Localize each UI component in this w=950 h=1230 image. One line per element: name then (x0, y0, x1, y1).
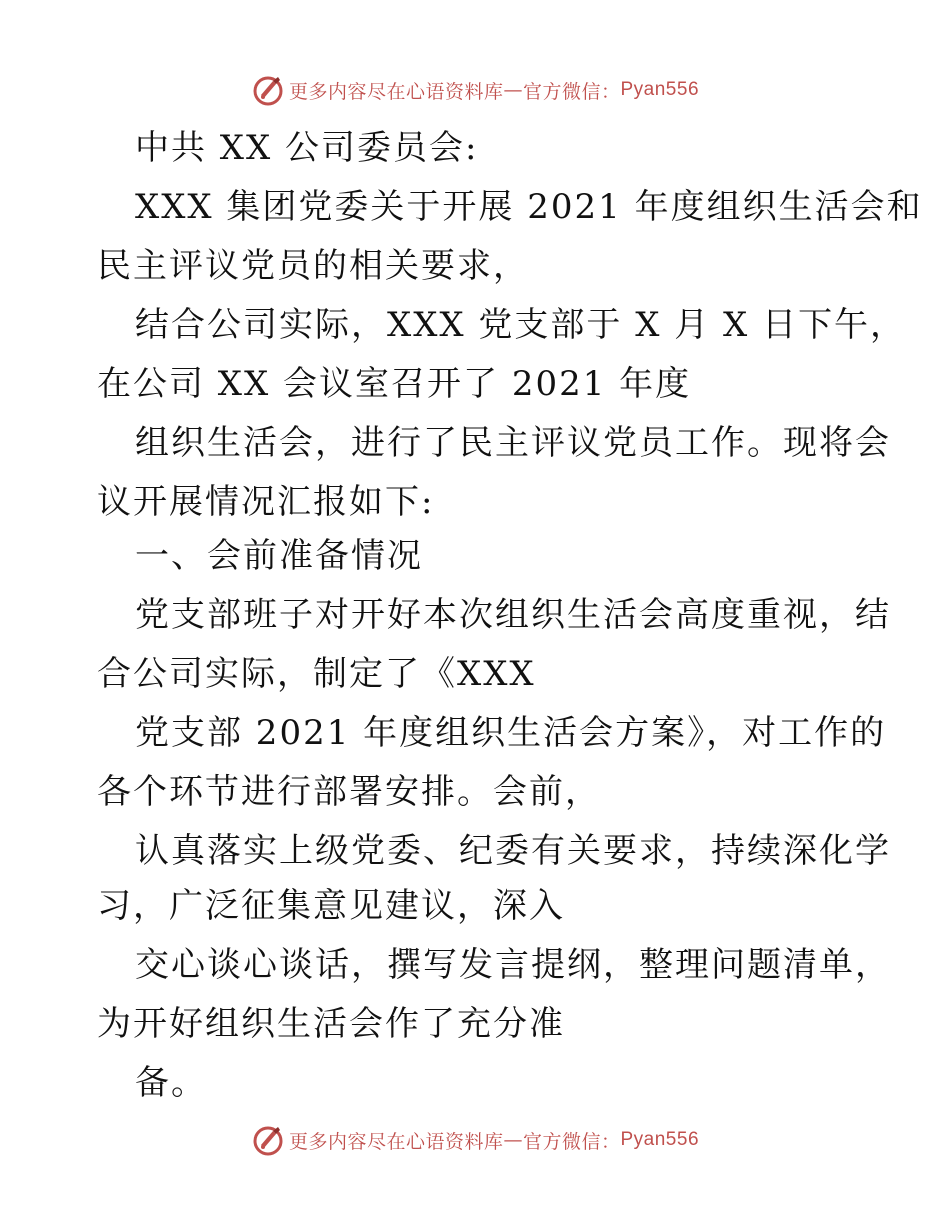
watermark-handle: Pyan556 (620, 79, 700, 100)
body-line: 备。 (135, 1063, 207, 1103)
body-line: 在公司 XX 会议室召开了 2021 年度 (97, 364, 692, 404)
body-line: 议开展情况汇报如下: (97, 482, 435, 522)
watermark-label: 官方微信： (522, 1130, 621, 1153)
brand-logo-icon (251, 1123, 285, 1157)
body-line: 民主评议党员的相关要求， (97, 246, 529, 286)
body-line: 党支部 2021 年度组织生活会方案》，对工作的 (135, 713, 887, 753)
watermark-banner-bottom (0, 1120, 950, 1160)
body-line: 中共 XX 公司委员会: (135, 128, 479, 168)
watermark-label: 官方微信： (522, 80, 621, 103)
body-line: XXX 集团党委关于开展 2021 年度组织生活会和 (135, 187, 923, 227)
body-line: 交心谈心谈话，撰写发言提纲，整理问题清单， (135, 945, 891, 985)
body-line: 认真落实上级党委、纪委有关要求，持续深化学 (135, 831, 891, 871)
body-line: 组织生活会，进行了民主评议党员工作。现将会 (135, 423, 891, 463)
watermark-banner-top (0, 70, 950, 110)
body-line: 结合公司实际，XXX 党支部于 X 月 X 日下午， (135, 305, 907, 345)
brand-logo-icon (251, 73, 285, 107)
watermark-text: 更多内容尽在心语资料库 (288, 1130, 504, 1153)
watermark-separator: — (503, 1129, 523, 1151)
section-heading: 一、会前准备情况 (135, 536, 423, 576)
body-line: 党支部班子对开好本次组织生活会高度重视，结 (135, 595, 891, 635)
watermark-handle: Pyan556 (620, 1129, 700, 1150)
watermark-text: 更多内容尽在心语资料库 (288, 80, 504, 103)
body-line: 各个环节进行部署安排。会前， (97, 772, 601, 812)
body-line: 为开好组织生活会作了充分准 (97, 1004, 565, 1044)
body-line: 合公司实际，制定了《XXX (97, 654, 536, 694)
watermark-separator: — (503, 79, 523, 101)
body-line: 习，广泛征集意见建议，深入 (97, 886, 565, 926)
